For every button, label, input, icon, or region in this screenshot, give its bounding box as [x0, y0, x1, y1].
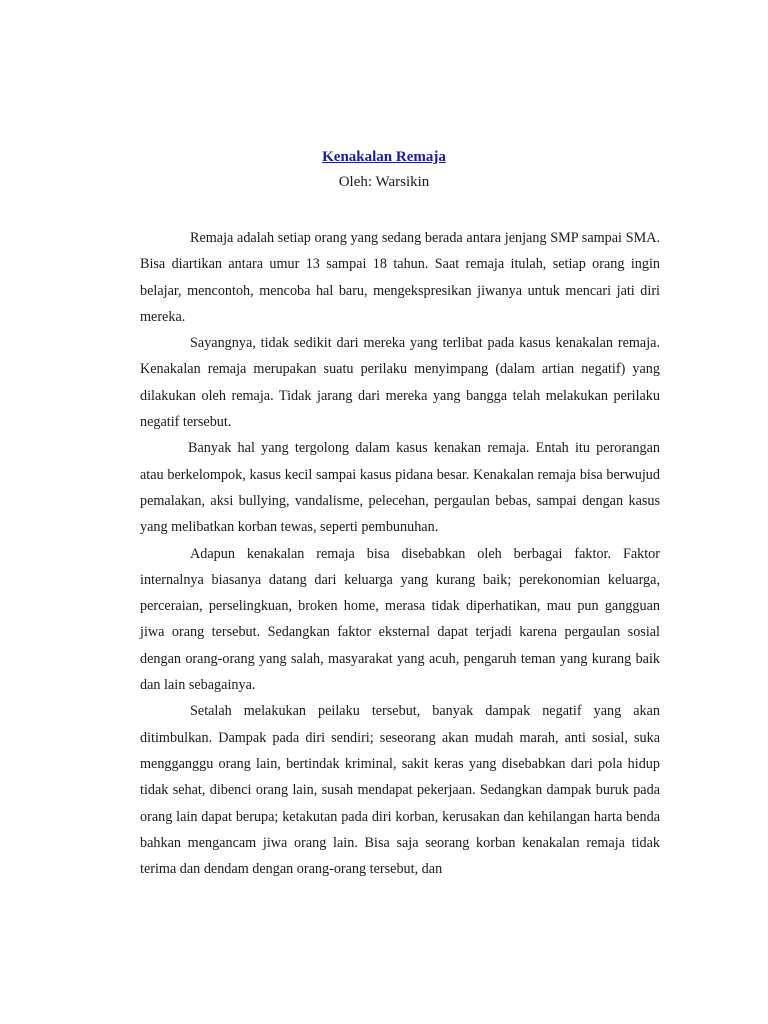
document-body — [140, 225, 660, 882]
document-header — [0, 147, 768, 192]
paragraph-examples: Banyak hal yang tergolong dalam kasus kenakan remaja. Entah itu perorangan atau berkelompok, kasus kecil sampai kasus pidana besar. Kenakalan remaja bisa berwujud pemalakan, aksi bullying, vandalisme, pelecehan, pergaulan bebas, sampai dengan kasus yang melibatkan korban tewas, seperti pembunuhan. — [140, 440, 660, 536]
paragraph-causes: Adapun kenakalan remaja bisa disebabkan oleh berbagai faktor. Faktor internalnya biasanya datang dari keluarga yang kurang baik; perekonomian keluarga, perceraian, perselingkuan, broken home, merasa tidak diperhatikan, mau pun gangguan jiwa orang tersebut. Sedangkan faktor eksternal dapat terjadi karena pergaulan sosial dengan orang-orang yang salah, masyarakat yang acuh, pengaruh teman yang kurang baik dan lain sebagainya. — [140, 545, 660, 694]
document-title-link[interactable]: Kenakalan Remaja — [322, 149, 446, 165]
author-line: Oleh: Warsikin — [338, 174, 430, 190]
paragraph-unfortunately: Sayangnya, tidak sedikit dari mereka yang terlibat pada kasus kenakalan remaja. Kenakalan remaja merupakan suatu perilaku menyimpang (dalam artian negatif) yang dilakukan oleh remaja. Tidak jarang dari mereka yang bangga telah melakukan perilaku negatif tersebut. — [140, 335, 660, 431]
paragraph-impacts: Setalah melakukan peilaku tersebut, banyak dampak negatif yang akan ditimbulkan. Dampak pada diri sendiri; seseorang akan mudah marah, anti sosial, suka mengganggu orang lain, bertindak kriminal, sakit keras yang disebabkan dari pola hidup tidak sehat, dibenci orang lain, susah mendapat pekerjaan. Sedangkan dampak buruk pada orang lain dapat berupa; ketakutan pada diri korban, kerusakan dan kehilangan harta benda bahkan mengancam jiwa orang lain. Bisa saja seorang korban kenakalan remaja tidak terima dan dendam dengan orang-orang tersebut, dan — [140, 703, 660, 878]
paragraph-definition: Remaja adalah setiap orang yang sedang berada antara jenjang SMP sampai SMA. Bisa diartikan antara umur 13 sampai 18 tahun. Saat remaja itulah, setiap orang ingin belajar, mencontoh, mencoba hal baru, mengekspresikan jiwanya untuk mencari jati diri mereka. — [140, 230, 660, 325]
